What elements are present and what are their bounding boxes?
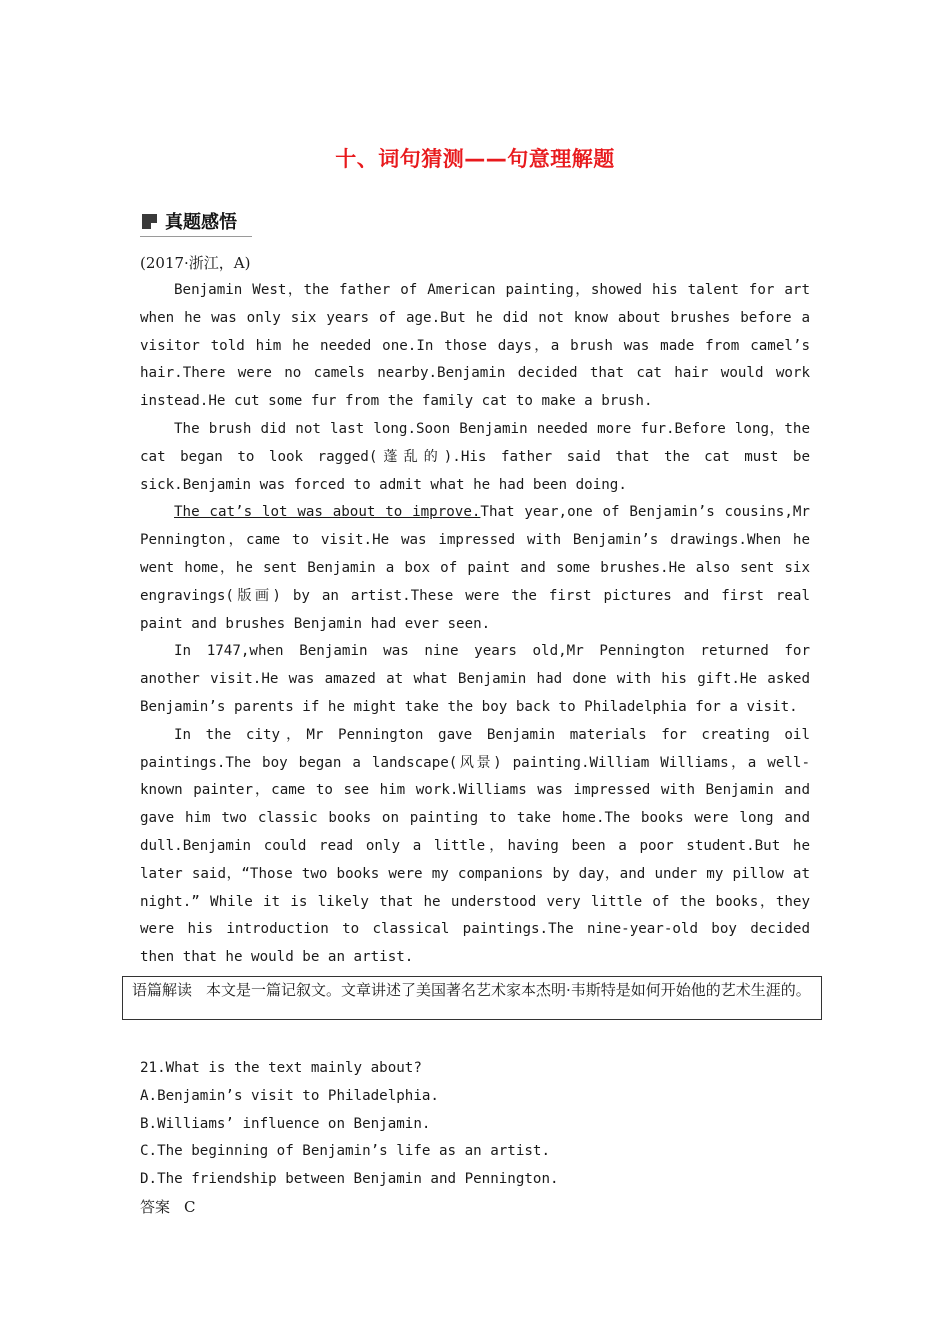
paragraph-4: In 1747,when Benjamin was nine years old,Mr Pennington returned for another visit.He was amazed at what Benjamin had done with his gift.He asked Benjamin’s parents if he might take the boy back to Philadelphia for a visit. [140,643,810,715]
section-marker-icon [142,214,157,229]
option-a: A.Benjamin’s visit to Philadelphia. [140,1087,439,1104]
answer-label: 答案 [140,1197,171,1216]
paragraph-3 [140,499,810,638]
paragraph-1: Benjamin West，the father of American painting，showed his talent for art when he was only six years of age.But he did not know about brushes before a visitor told him he needed one.In those days，a brush was made from camel’s hair.There were no camels nearby.Benjamin decided that cat hair would work instead.He cut some fur from the family cat to make a brush. [140,282,810,410]
summary-text: 本文是一篇记叙文。文章讲述了美国著名艺术家本杰明·韦斯特是如何开始他的艺术生涯的。 [206,981,811,999]
summary-box [122,976,822,1020]
summary-label: 语篇解读 [132,981,193,999]
section-label: 真题感悟 [165,212,237,233]
option-d: D.The friendship between Benjamin and Pennington. [140,1171,559,1188]
question-stem: 21.What is the text mainly about? [140,1060,422,1076]
paragraph-3-rest: That year,one of Benjamin’s cousins,Mr Pennington，came to visit.He was impressed with Benjamin’s drawings.When he went home，he sent Benjamin a box of paint and some brushes.He also sent six engravings(版画) by an artist.These were the first pictures and first real paint and brushes Benjamin had ever seen. [140,504,810,632]
passage-source: (2017·浙江，A) [140,254,251,272]
paragraph-5: In the city，Mr Pennington gave Benjamin materials for creating oil paintings.The boy began a landscape(风景) painting.William Williams，a well-known painter，came to see him work.Williams was impressed with Benjamin and gave him two classic books on painting to take home.The books were long and dull.Benjamin could read only a little，having been a poor student.But he later said，“Those two books were my companions by day，and under my pillow at night.” While it is likely that he understood very little of the books，they were his introduction to classical paintings.The nine-year-old boy decided then that he would be an artist. [140,726,810,966]
page-title: 十、词句猜测——句意理解题 [335,147,615,171]
option-b: B.Williams’ influence on Benjamin. [140,1115,431,1132]
section-heading [140,206,252,237]
underlined-sentence: The cat’s lot was about to improve. [174,504,481,521]
question-block [140,1055,820,1222]
reading-passage [140,277,810,972]
answer-value: C [184,1197,196,1216]
option-c: C.The beginning of Benjamin’s life as an artist. [140,1143,550,1160]
answer-line [140,1194,820,1222]
paragraph-2: The brush did not last long.Soon Benjamin needed more fur.Before long，the cat began to look ragged(蓬乱的).His father said that the cat must be sick.Benjamin was forced to admit what he had been doing. [140,420,810,493]
